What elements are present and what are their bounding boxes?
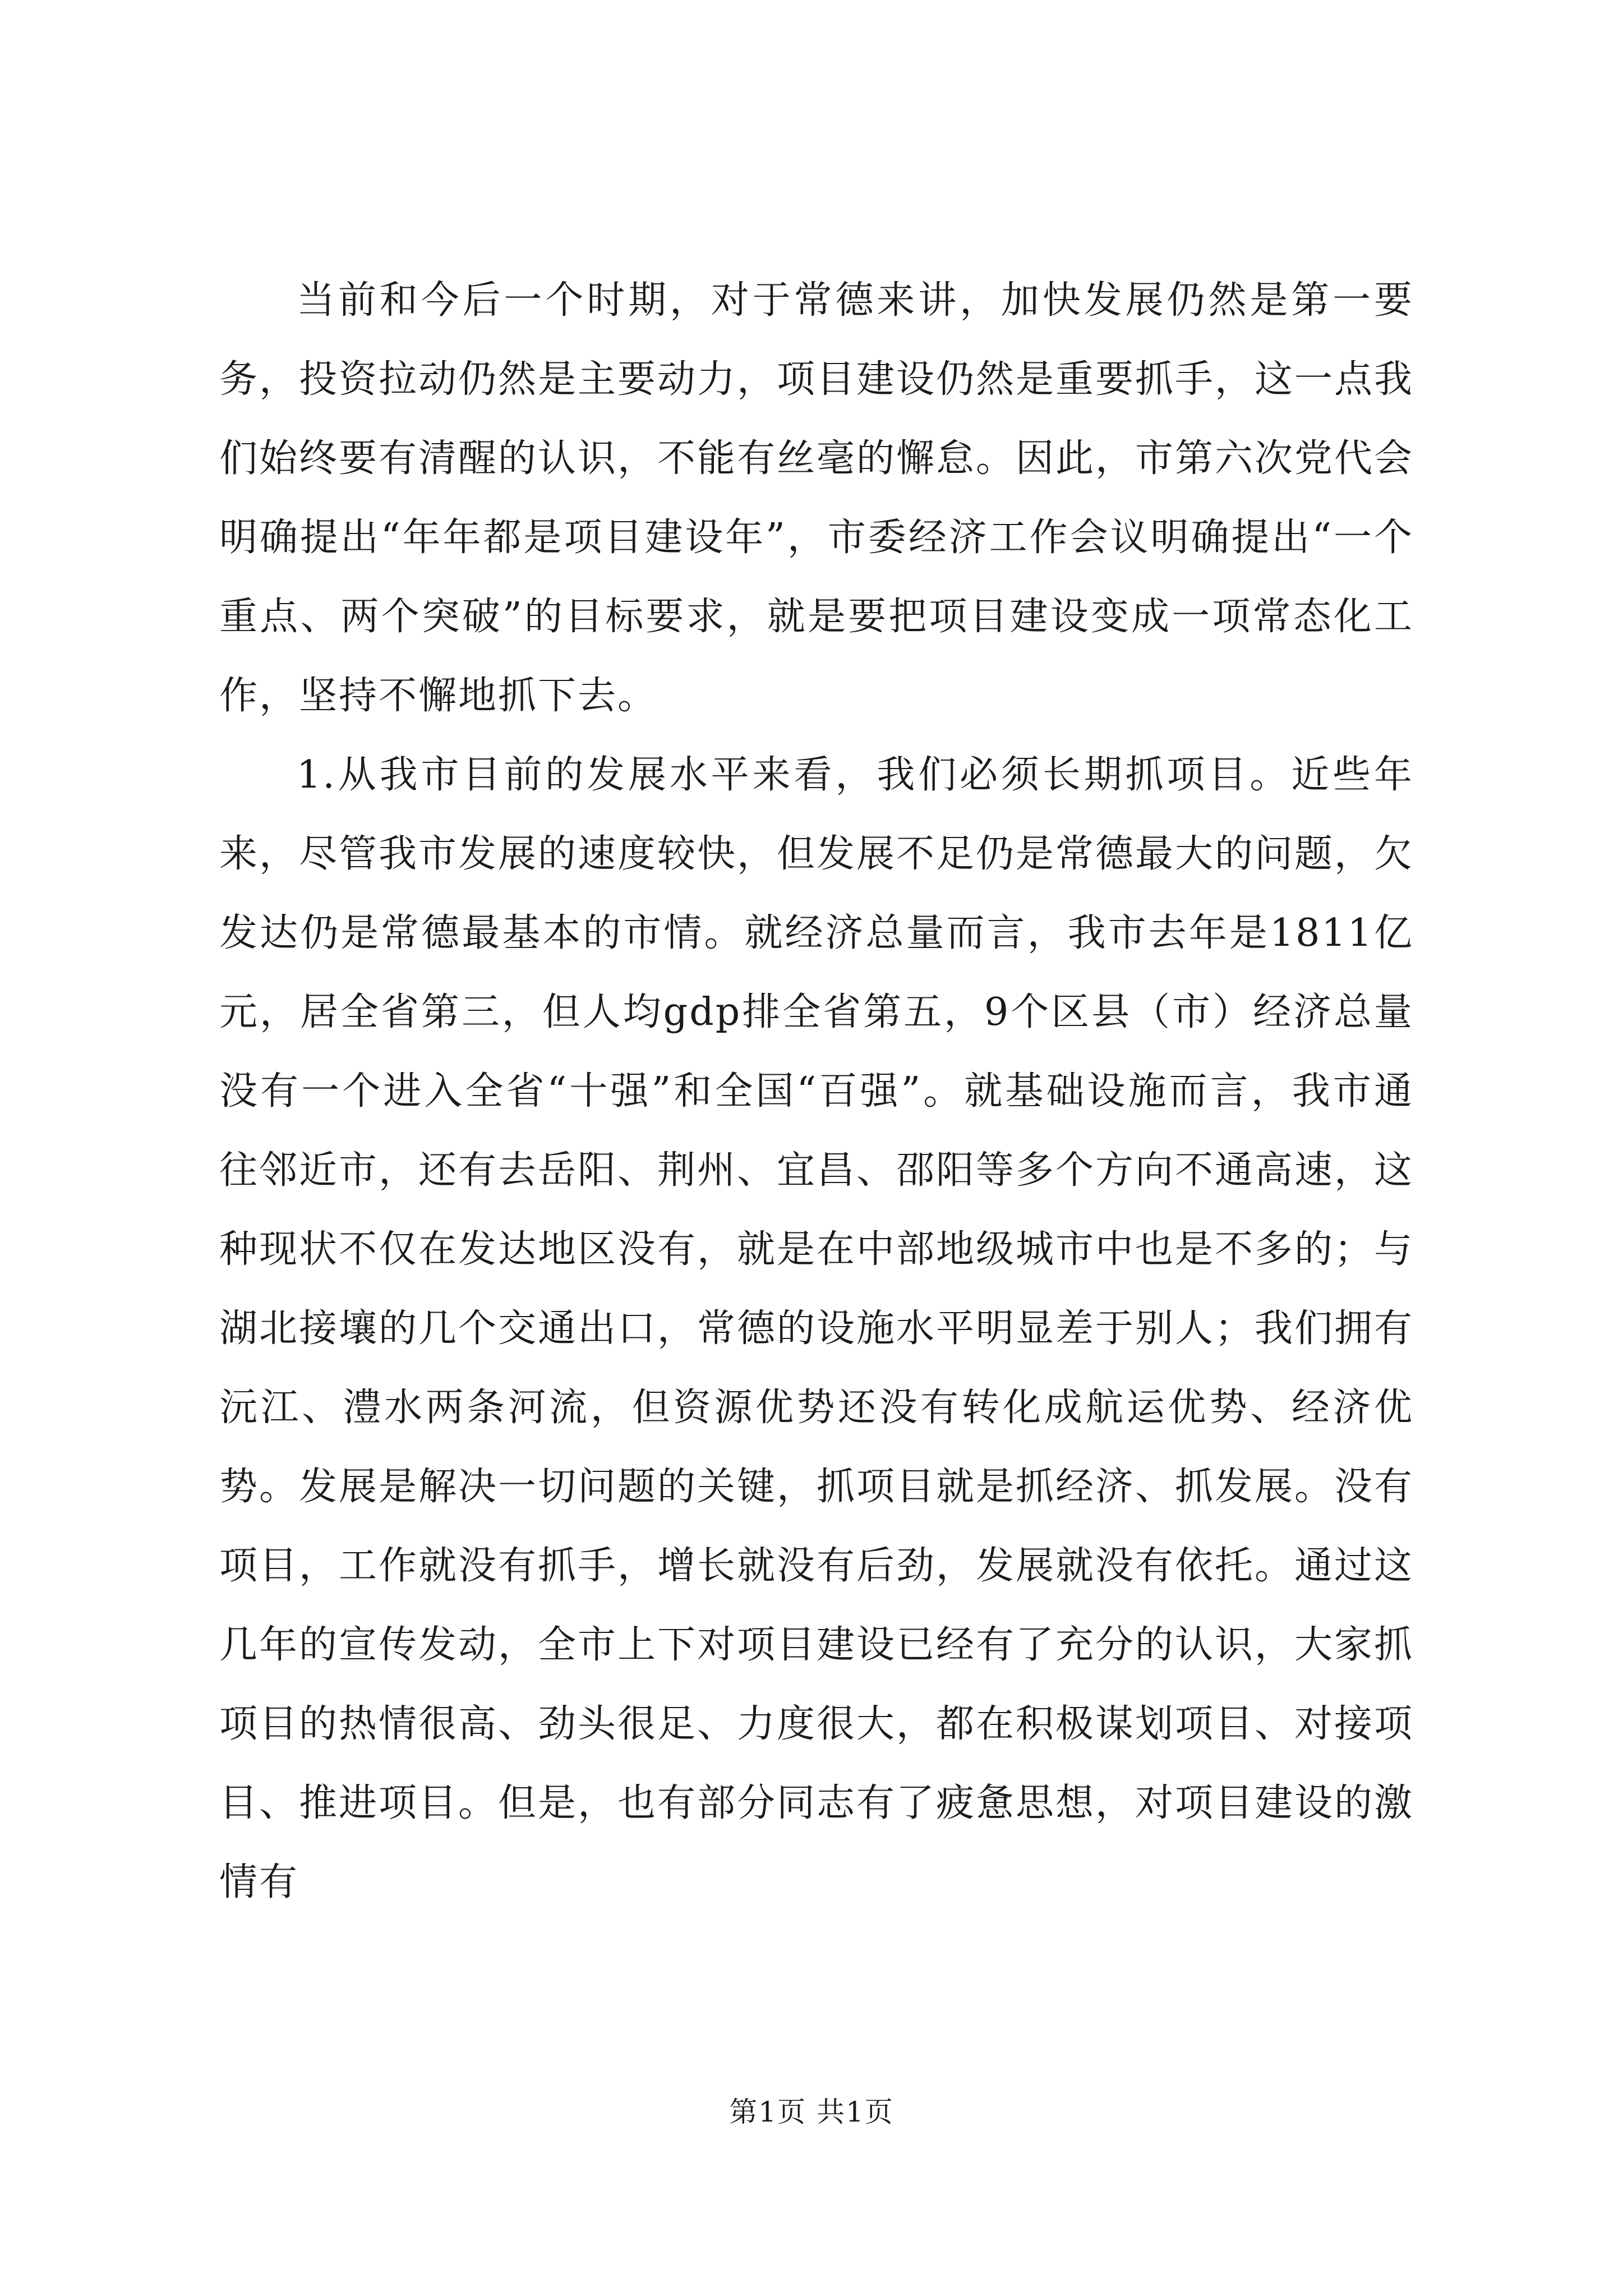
- document-body: [219, 261, 1414, 1922]
- paragraph-intro: 当前和今后一个时期，对于常德来讲，加快发展仍然是第一要务，投资拉动仍然是主要动力，项目建设仍然是重要抓手，这一点我们始终要有清醒的认识，不能有丝毫的懈怠。因此，市第六次党代会明确提出“年年都是项目建设年”，市委经济工作会议明确提出“一个重点、两个突破”的目标要求，就是要把项目建设变成一项常态化工作，坚持不懈地抓下去。: [219, 278, 1414, 718]
- paragraph-point-1: 1.从我市目前的发展水平来看，我们必须长期抓项目。近些年来，尽管我市发展的速度较快，但发展不足仍是常德最大的问题，欠发达仍是常德最基本的市情。就经济总量而言，我市去年是1811亿元，居全省第三，但人均gdp排全省第五，9个区县（市）经济总量没有一个进入全省“十强”和全国“百强”。就基础设施而言，我市通往邻近市，还有去岳阳、荆州、宜昌、邵阳等多个方向不通高速，这种现状不仅在发达地区没有，就是在中部地级城市中也是不多的；与湖北接壤的几个交通出口，常德的设施水平明显差于别人；我们拥有沅江、澧水两条河流，但资源优势还没有转化成航运优势、经济优势。发展是解决一切问题的关键，抓项目就是抓经济、抓发展。没有项目，工作就没有抓手，增长就没有后劲，发展就没有依托。通过这几年的宣传发动，全市上下对项目建设已经有了充分的认识，大家抓项目的热情很高、劲头很足、力度很大，都在积极谋划项目、对接项目、推进项目。但是，也有部分同志有了疲惫思想，对项目建设的激情有: [219, 753, 1414, 1904]
- page-footer: 第1页 共1页: [729, 2096, 894, 2128]
